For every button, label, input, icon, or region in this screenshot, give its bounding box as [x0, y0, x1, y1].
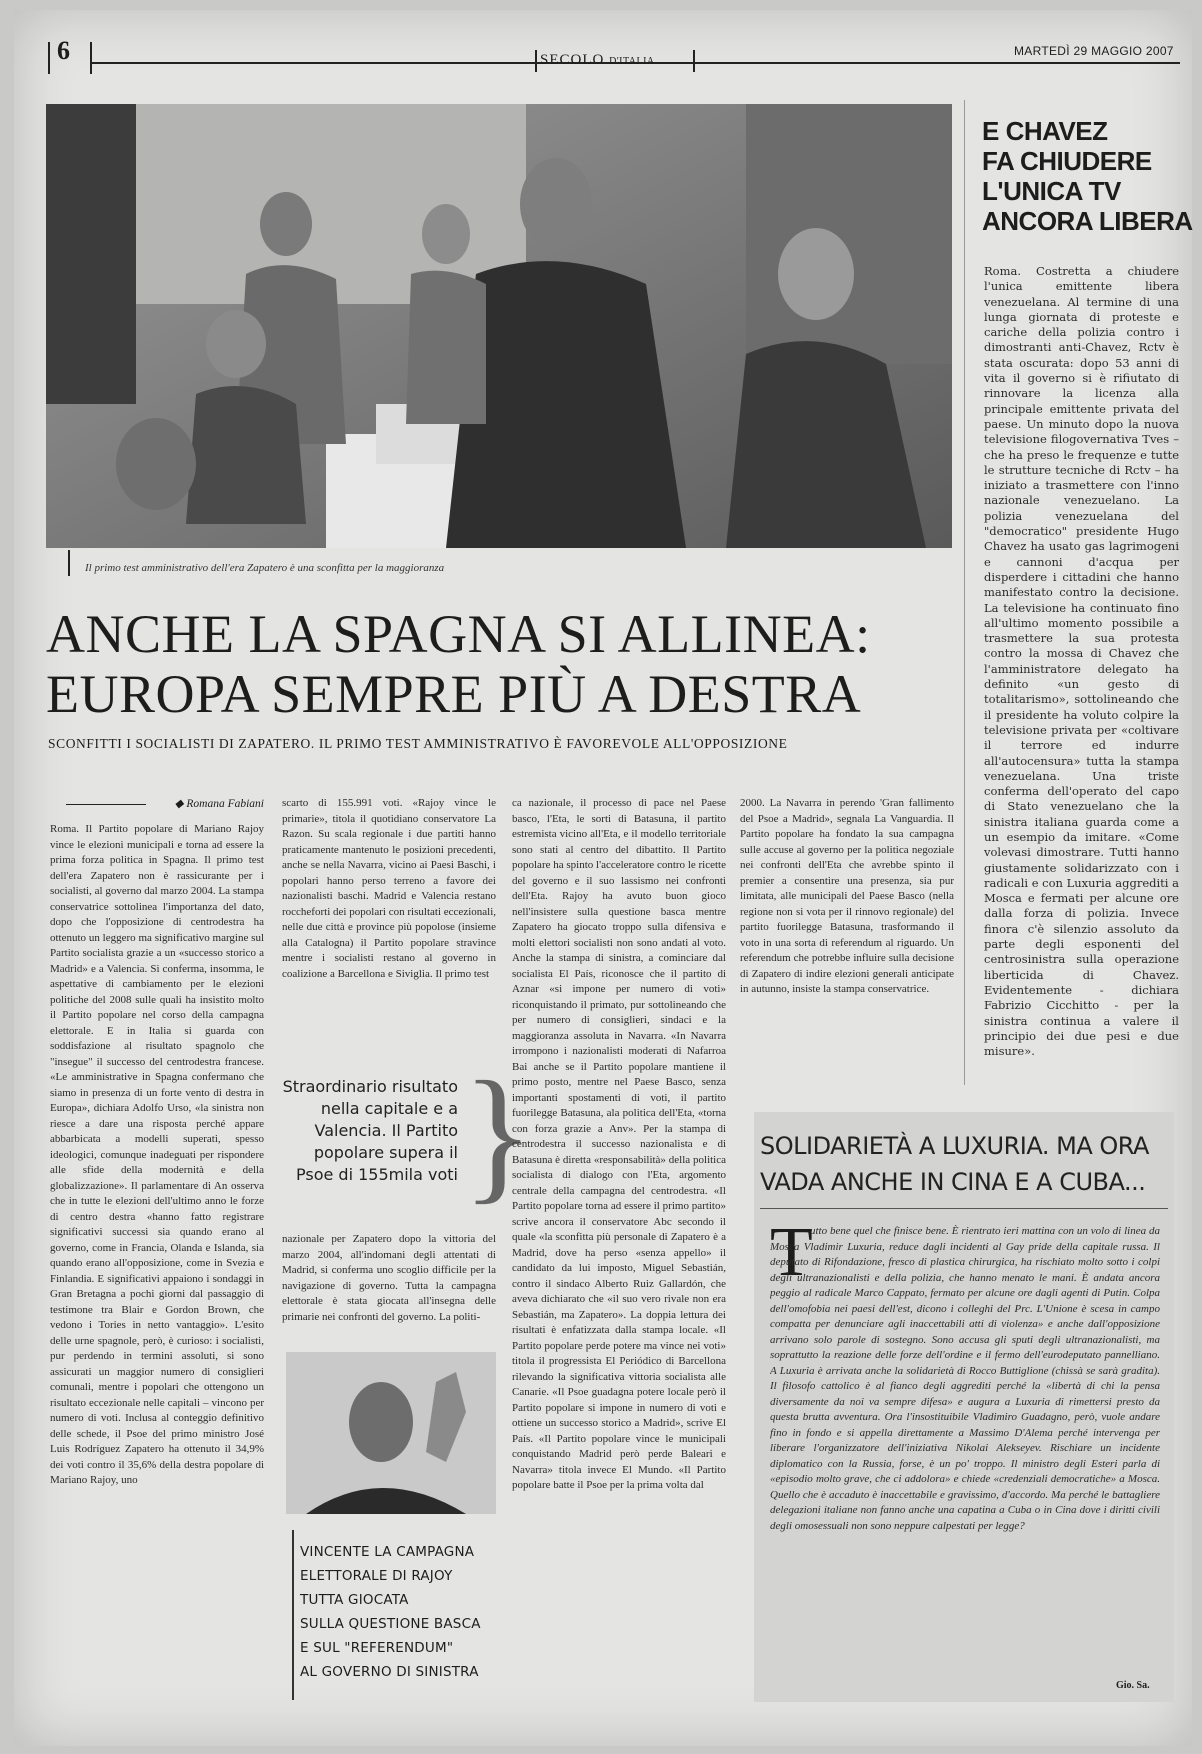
article-text: scarto di 155.991 voti. «Rajoy vince le primarie», titola il quotidiano conservatore La Razon. Su scala regionale i due partiti hanno praticamente mantenuto le posizioni precedenti, anche se nella Navarra, vicino ai Paesi Baschi, i popolari hanno perso terreno a favore dei nazionalisti baschi. Madrid e Valencia restano roccheforti dei popolari con risultati eccezionali, nelle due città e province più popolose (insieme alla Catalogna) il Partito popolare stravince mentre i socialisti restano al governo in coalizione a Barcellona e Siviglia. Il primo test	[282, 797, 496, 980]
caption-line: E SUL "REFERENDUM"	[300, 1640, 454, 1656]
article-text: 2000. La Navarra in perendo 'Gran fallimento del Psoe a Madrid», segnala La Vanguardia. Il Partito popolare ha fondato la sua campagna sulle accuse al governo per la politica negoziale nei confronti dell'Eta che avrebbe spinto il premier a consentire una presenza, sia pur limitata, alle municipali del Paese Basco (nella regione non si vota per il rinnovo regionale) del partito fuorilegge Batasuna, trasformando il voto in una sorta di referendum al riguardo. Un referendum che potrebbe influire sulla decisione di Zapatero di indire elezioni generali anticipate in autunno, insiste la stampa conservatrice.	[740, 797, 954, 995]
article-text: nazionale per Zapatero dopo la vittoria del marzo 2004, all'indomani degli attentati di Madrid, si conferma uno scoglio difficile per la navigazione di governo. Tutta la campagna elettorale è stata giocata all'insegna delle primarie nei confronti del governo. La politi-	[282, 1233, 496, 1323]
masthead-title	[540, 52, 655, 69]
headline-line: EUROPA SEMPRE PIÙ A DESTRA	[46, 664, 862, 724]
main-photo	[46, 104, 952, 548]
article-column-1	[50, 822, 264, 1702]
luxuria-body: utto bene quel che finisce bene. È rientrato ieri mattina con un volo di linea da Mosca Vladimir Luxuria, reduce dagli incidenti al Gay pride della capitale russa. Il deputato di Rifondazione, fresco di plastica chirurgica, ha rischiato molto sotto i colpi degli ultranazionalisti e della polizia, che hanno menato le mani. È andata ancora peggio al radicale Marco Cappato, fermato per alcune ore dagli agenti di Putin. Colpa dell'omofobia nei paesi dell'est, dicono i colleghi del Prc. L'Unione è scesa in campo compatta per denunciare agli inaccettabili atti di violenza» e anche dall'opposizione arrivano solo parole di sostegno. Sono accusa gli sputi degli ultranazionalisti, ma soprattutto la reazione delle forze dell'ordine e il fermo dell'eurodeputato pannelliano. A Luxuria è arrivata anche la solidarietà di Rocco Buttiglione (chissà se sarà gradita). Il filosofo cattolico è al fianco degli aggrediti perché la «libertà di chi la pensa diversamente da noi va sempre difesa» e augura a Luxuria di rimettersi presto da questa brutta avventura. Ora l'insostituibile Vladimiro Guadagno, però, vuole andare fino in fondo e si appella direttamente a Massimo D'Alema perché intervenga per liberare l'organizzatore dell'iniziativa Nikolai Alekseyev. Rischiare un incidente diplomatico con la Russia, forse, è un po' troppo. Il ministro degli Esteri parla di «episodio molto grave, che ci addolora» e chiede «credenziali democratiche» a Mosca. Quello che è accaduto è inaccettabile e gravissimo, d'accordo. Ma perché le battagliere delegazioni italiane non fanno anche una capatina a Cuba o in Cina dove i diritti civili degli omosessuali non sono neppure calpestati per legge?	[770, 1225, 1160, 1532]
article-column-4	[740, 796, 954, 1086]
rajoy-photo	[286, 1352, 496, 1514]
luxuria-rule	[760, 1208, 1168, 1209]
caption-bar	[292, 1530, 294, 1700]
sidebar-body: Roma. Costretta a chiudere l'unica emittente libera venezuelana. Al termine di una lunga giornata di proteste e cariche della polizia contro i dimostranti anti-Chavez, Rctv è stata oscurata: dopo 53 anni di vita il governo si è rifiutato di rinnovare la licenza alla principale emittente privata del paese. Un minuto dopo la nuova televisione filogovernativa Tves – che ha preso le frequenze e tutte le strutture tecniche di Rctv – ha iniziato a trasmettere con l'inno nazionale venezuelano. La polizia venezuelana del "democratico" presidente Hugo Chavez ha usato gas lagrimogeni e cannoni d'acqua per disperdere i cittadini che hanno manifestato contro la decisione. La televisione ha continuato fino all'ultimo momento possibile a trasmettere la sua protesta contro la mossa di Chavez che l'amministratore delegato ha definito «un gesto di totalitarismo», sottolineando che il presidente ha voluto colpire la televisione privata per «coltivare il terrore ed indurre all'autocensura» tutta la stampa venezuelana. Una triste conferma dell'operato del capo di Stato venezuelano che la sinistra italiana guarda come a un esempio da imitare. «Come volevasi dimostrare. Tutti hanno giustamente solidarizzato con i radicali e con Luxuria aggrediti a Mosca e fermati per alcune ore dalla forza di polizia. Invece finora c'è silenzio assoluto da parte degli esponenti del centrosinistra sulla operazione liberticida di Chavez. Evidentemente - dichiara Fabrizio Cicchitto - per la sinistra continua a valere il principio dei due pesi e due misure».	[984, 264, 1179, 1059]
caption-line: ELETTORALE DI RAJOY	[300, 1568, 453, 1584]
rajoy-caption	[300, 1540, 500, 1684]
caption-bar	[68, 550, 70, 576]
byline: ◆ Romana Fabiani	[66, 796, 264, 810]
caption-line: SULLA QUESTIONE BASCA	[300, 1616, 481, 1632]
sidebar-headline	[982, 116, 1193, 236]
luxuria-headline	[760, 1128, 1180, 1200]
pull-quote-brace: }	[462, 1051, 534, 1217]
caption-line: TUTTA GIOCATA	[300, 1592, 409, 1608]
masthead-divider	[535, 50, 537, 72]
drop-cap: T	[770, 1214, 813, 1291]
headline-line: SOLIDARIETÀ A LUXURIA. MA ORA	[760, 1132, 1149, 1160]
article-text: Roma. Il Partito popolare di Mariano Rajoy vince le elezioni municipali e torna ad essere la prima forza politica in Spagna. Il primo test dell'era Zapatero non è rassicurante per i socialisti, al governo dal marzo 2004. La stampa conservatrice sottolinea l'importanza del dato, dopo che l'opposizione di centrodestra ha ottenuto un leggero ma significativo margine sul Partito socialista grazie a un «successo storico a Madrid» e a Valencia. Si conferma, insomma, le aspettative di cambiamento per le elezioni politiche del 2008 sulle quali ha insistito molto il Partito popolare nel corso della campagna elettorale. E in Italia si guarda con soddisfazione al risultato spagnolo che "insegue" il successo del centrodestra francese. «Le amministrative in Spagna confermano che siamo in presenza di un forte vento di destra in Europa», dichiara Adolfo Urso, «la sinistra non riesce a dare una risposta perché appare abbarbicata a modelli superati, spesso ideologici, comunque inadeguati per rispondere alle sfide della modernità e della globalizzazione». Il parlamentare di An osserva che in tutte le elezioni dell'ultimo anno le forze di centro destra «hanno fatto registrare significativi successi sia quando erano al governo, come in Francia, Olanda e Islanda, sia quando erano all'opposizione, come in Svezia e Finlandia. E significativi appaiono i sondaggi in Gran Bretagna a pochi giorni dal passaggio di testimone tra Blair e Gordon Brown, che vedono i Tories in netto vantaggio». L'esito delle urne spagnole, però, è curioso: i socialisti, pur perdendo in termini assoluti, si sono assicurati un maggior numero di consiglieri comunali, mentre i popolari che ottengono un risultato eccezionale nelle capitali – vincono per numero di voti. Inclusa al conteggio definitivo delle schede, il Psoe del primo ministro José Luis Rodríguez Zapatero ha ottenuto il 34,9% dei voti contro il 35,6% della destra popolare di Mariano Rajoy, uno	[50, 823, 264, 1486]
masthead-divider	[693, 50, 695, 72]
sidebar-rule	[964, 100, 965, 1085]
paper-suffix: D'ITALIA	[609, 56, 655, 67]
article-text: ca nazionale, il processo di pace nel Paese basco, l'Eta, le sorti di Batasuna, il partito estremista vicino all'Eta, e il modello territoriale sono stati al centro del dibattito. Il Partito popolare ha spinto l'acceleratore contro le ricette del governo e il suo lassismo nei confronti dell'Eta. Rajoy ha avuto buon gioco nell'insistere sulla questione basca mentre Zapatero ha giocato troppo sulla difensiva e molti elettori socialisti non sono andati al voto. Anche la stampa di sinistra, a cominciare dal socialista El País, riconosce che il partito di Aznar «si impone per numero di voti» riconquistando il primato, pur sottolineando che per numero di consiglieri, sindaci e la maggioranza assoluta in Navarra. «In Navarra irrompono i nazionalisti moderati di Nafarroa Bai anche se il Partito popolare mantiene il primo posto, mentre nel Paese Basco, senza importanti spostamenti di voti, il partito fuorilegge Batasuna, ala politica dell'Eta, «torna con forza grazie a Anv». Per la stampa di centrodestra il successo nazionalista e di Batasuna è diretta «responsabilità» della politica socialista di dialogo con l'Eta, argomento centrale della campagna del centrodestra. «Il Partito popolare torna ad essere il primo partito» scrive ancora il conservatore Abc secondo il quale «la sconfitta più personale di Zapatero è a Madrid, dove ha perso «senza appello» il candidato da lui imposto, Miguel Sebastián, contro il sindaco Alberto Ruiz Gallardón, che aveva dichiarato che «il suo vero rivale non era Sebastián, ma Zapatero». La doppia lettura dei risultati è enfatizzata dalla stampa locale. «Il Partito popolare perde potere ma vince nei voti» titola il progressista El Periódico di Barcellona rilevando la significativa vittoria socialista alle Canarie. «Il Psoe guadagna potere locale però il Partito popolare si impone in numero di voti e ottiene un successo storico a Madrid», scrive El País. «Il Partito popolare vince le municipali conquistando Madrid però perde Baleari e Navarra» titola invece El Mundo. «Il Partito popolare batte il Psoe per la prima volta dal	[512, 797, 726, 1491]
pull-quote: Straordinario risultato nella capitale e a Valencia. Il Partito popolare supera il Psoe di 155mila voti	[282, 1077, 458, 1184]
page-number-box	[48, 42, 92, 74]
main-headline	[46, 604, 946, 724]
page-number: 6	[57, 36, 70, 65]
subheadline: SCONFITTI I SOCIALISTI DI ZAPATERO. IL PRIMO TEST AMMINISTRATIVO È FAVOREVOLE ALL'OPPOSIZIONE	[48, 736, 788, 751]
headline-line: FA CHIUDERE	[982, 146, 1152, 176]
main-photo-caption: Il primo test amministrativo dell'era Zapatero è una sconfitta per la maggioranza	[85, 562, 445, 574]
headline-line: L'UNICA TV	[982, 176, 1121, 206]
caption-line: AL GOVERNO DI SINISTRA	[300, 1664, 479, 1680]
article-column-2	[282, 796, 496, 1066]
luxuria-signature: Gio. Sa.	[1116, 1680, 1150, 1691]
headline-line: ANCHE LA SPAGNA SI ALLINEA:	[46, 604, 871, 664]
article-column-2-cont	[282, 1232, 496, 1342]
issue-date: MARTEDÌ 29 MAGGIO 2007	[1014, 44, 1174, 58]
headline-line: ANCORA LIBERA	[982, 206, 1193, 236]
headline-line: E CHAVEZ	[982, 116, 1108, 146]
headline-line: VADA ANCHE IN CINA E A CUBA...	[760, 1168, 1146, 1196]
paper-name: SECOLO	[540, 52, 605, 68]
article-column-3	[512, 796, 726, 1702]
caption-line: VINCENTE LA CAMPAGNA	[300, 1544, 475, 1560]
